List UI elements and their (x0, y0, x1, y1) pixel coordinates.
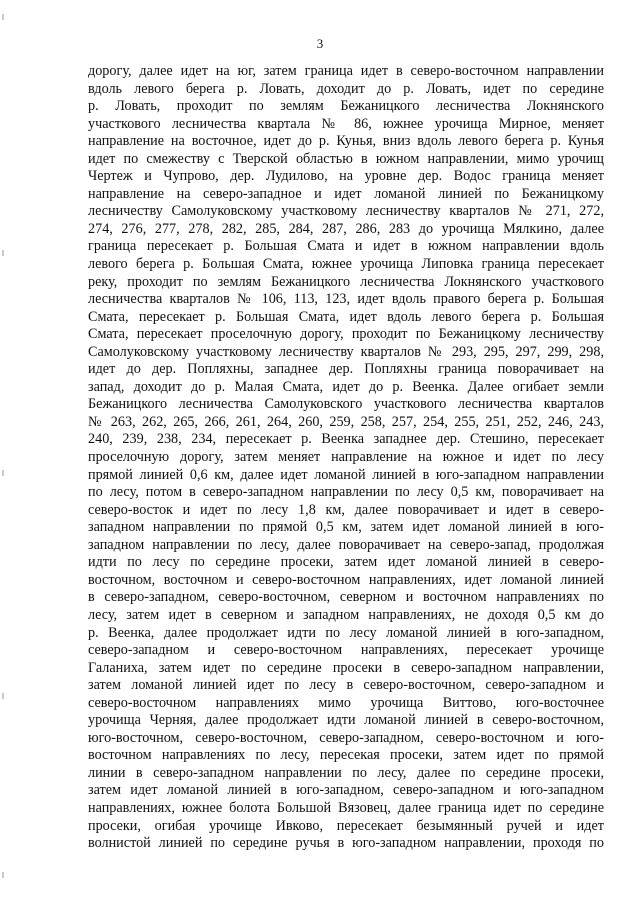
text-line: лесу, затем идет в северном и западном направлениях, не доходя 0,5 км до (88, 606, 604, 623)
text-line: линии в северо-западном направлении по лесу, далее по середине просеки, (88, 764, 604, 781)
text-line: участкового лесничества квартала № 86, южнее урочища Мирное, меняет (88, 115, 604, 132)
text-line: просеки, огибая урочище Ивково, пересекает безымянный ручей и идет (88, 817, 604, 834)
scan-artifact (2, 470, 4, 476)
text-line: р. Ловать, проходит по землям Бежаницкого лесничества Локнянского (88, 98, 604, 115)
text-line: урочища Черняя, далее продолжает идти ломаной линией в северо-восточном, (88, 712, 604, 729)
text-line: дорогу, далее идет на юг, затем граница идет в северо-восточном направлении (88, 63, 604, 79)
scan-artifact (2, 693, 4, 699)
page-number: 3 (316, 36, 324, 51)
text-line: лесничества кварталов № 106, 113, 123, идет вдоль правого берега р. Большая (88, 291, 604, 308)
text-line: по лесу, потом в северо-западном направлении по лесу 0,5 км, поворачивает на (88, 484, 604, 501)
text-line: идет по смежеству с Тверской областью в южном направлении, мимо урочищ (88, 150, 604, 167)
text-line: идет до дер. Попляхны, западнее дер. Попляхны граница поворачивает на (88, 361, 604, 378)
text-line: Смата, пересекает р. Большая Смата, идет вдоль левого берега р. Большая (88, 308, 604, 325)
text-line: северо-восточном направлениях мимо урочища Виттово, юго-восточнее (88, 694, 604, 711)
text-line: восточном направлениях по лесу, пересекая просеки, затем идет по прямой (88, 747, 604, 764)
text-line: северо-восток и идет по лесу 1,8 км, далее поворачивает и идет в северо- (88, 501, 604, 518)
text-line: левого берега р. Большая Смата, южнее урочища Липовка граница пересекает (88, 256, 604, 273)
text-line: № 263, 262, 265, 266, 261, 264, 260, 259, 258, 257, 254, 255, 251, 252, 246, 243, (88, 413, 604, 430)
text-line: прямой линией 0,6 км, далее идет ломаной линией в юго-западном направлении (88, 466, 604, 483)
text-line: Галаниха, затем идет по середине просеки в северо-западном направлении, (88, 659, 604, 676)
text-line: 240, 239, 238, 234, пересекает р. Веенка западнее дер. Стешино, пересекает (88, 431, 604, 448)
text-line: затем идет ломаной линией в юго-западном, северо-западном и юго-западном (88, 782, 604, 799)
scan-artifact (2, 250, 4, 256)
text-line: идти по лесу по середине просеки, затем идет ломаной линией в северо- (88, 554, 604, 571)
text-line: Бежаницкого лесничества Самолуковского участкового лесничества кварталов (88, 396, 604, 413)
text-line: в северо-западном, северо-восточном, северном и восточном направлениях по (88, 589, 604, 606)
text-line: направление на северо-западное и идет ломаной линией по Бежаницкому (88, 185, 604, 202)
text-line: восточном, восточном и северо-восточном направлениях, идет ломаной линией (88, 571, 604, 588)
text-line: граница пересекает р. Большая Смата и идет в южном направлении вдоль (88, 238, 604, 255)
body-text (88, 63, 604, 853)
text-line: северо-западном и северо-восточном направлениях, пересекает урочище (88, 642, 604, 659)
scan-artifact (2, 872, 4, 878)
text-line: запад, доходит до р. Малая Смата, идет до р. Веенка. Далее огибает земли (88, 378, 604, 395)
text-line: проселочную дорогу, затем меняет направление на южное и идет по лесу (88, 449, 604, 466)
text-line: Самолуковскому участковому лесничеству кварталов № 293, 295, 297, 299, 298, (88, 343, 604, 360)
scan-artifact (2, 14, 4, 20)
text-line: западном направлении по прямой 0,5 км, затем идет ломаной линией в юго- (88, 519, 604, 536)
text-line: 274, 276, 277, 278, 282, 285, 284, 287, 286, 283 до урочища Мялкино, далее (88, 220, 604, 237)
text-line: Чертеж и Чупрово, дер. Лудилово, на уровне дер. Водос граница меняет (88, 168, 604, 185)
text-line: направлениях, южнее болота Большой Вязовец, далее граница идет по середине (88, 799, 604, 816)
text-line: лесничеству Самолуковскому участковому лесничеству кварталов № 271, 272, (88, 203, 604, 220)
text-line: юго-восточном, северо-восточном, северо-западном, северо-восточном и юго- (88, 729, 604, 746)
text-line: Смата, пересекает проселочную дорогу, проходит по Бежаницкому лесничеству (88, 326, 604, 343)
text-line: западном направлении по лесу, далее поворачивает на северо-запад, продолжая (88, 536, 604, 553)
text-line: р. Веенка, далее продолжает идти по лесу ломаной линией в юго-западном, (88, 624, 604, 641)
text-line: затем ломаной линией идет по лесу в северо-восточном, северо-западном и (88, 677, 604, 694)
text-line: направление на восточное, идет до р. Кунья, вниз вдоль левого берега р. Кунья (88, 133, 604, 150)
text-line: волнистой линией по середине ручья в юго-западном направлении, проходя по (88, 835, 604, 852)
text-line: вдоль левого берега р. Ловать, доходит до р. Ловать, идет по середине (88, 80, 604, 97)
text-line: реку, проходит по землям Бежаницкого лесничества Локнянского участкового (88, 273, 604, 290)
